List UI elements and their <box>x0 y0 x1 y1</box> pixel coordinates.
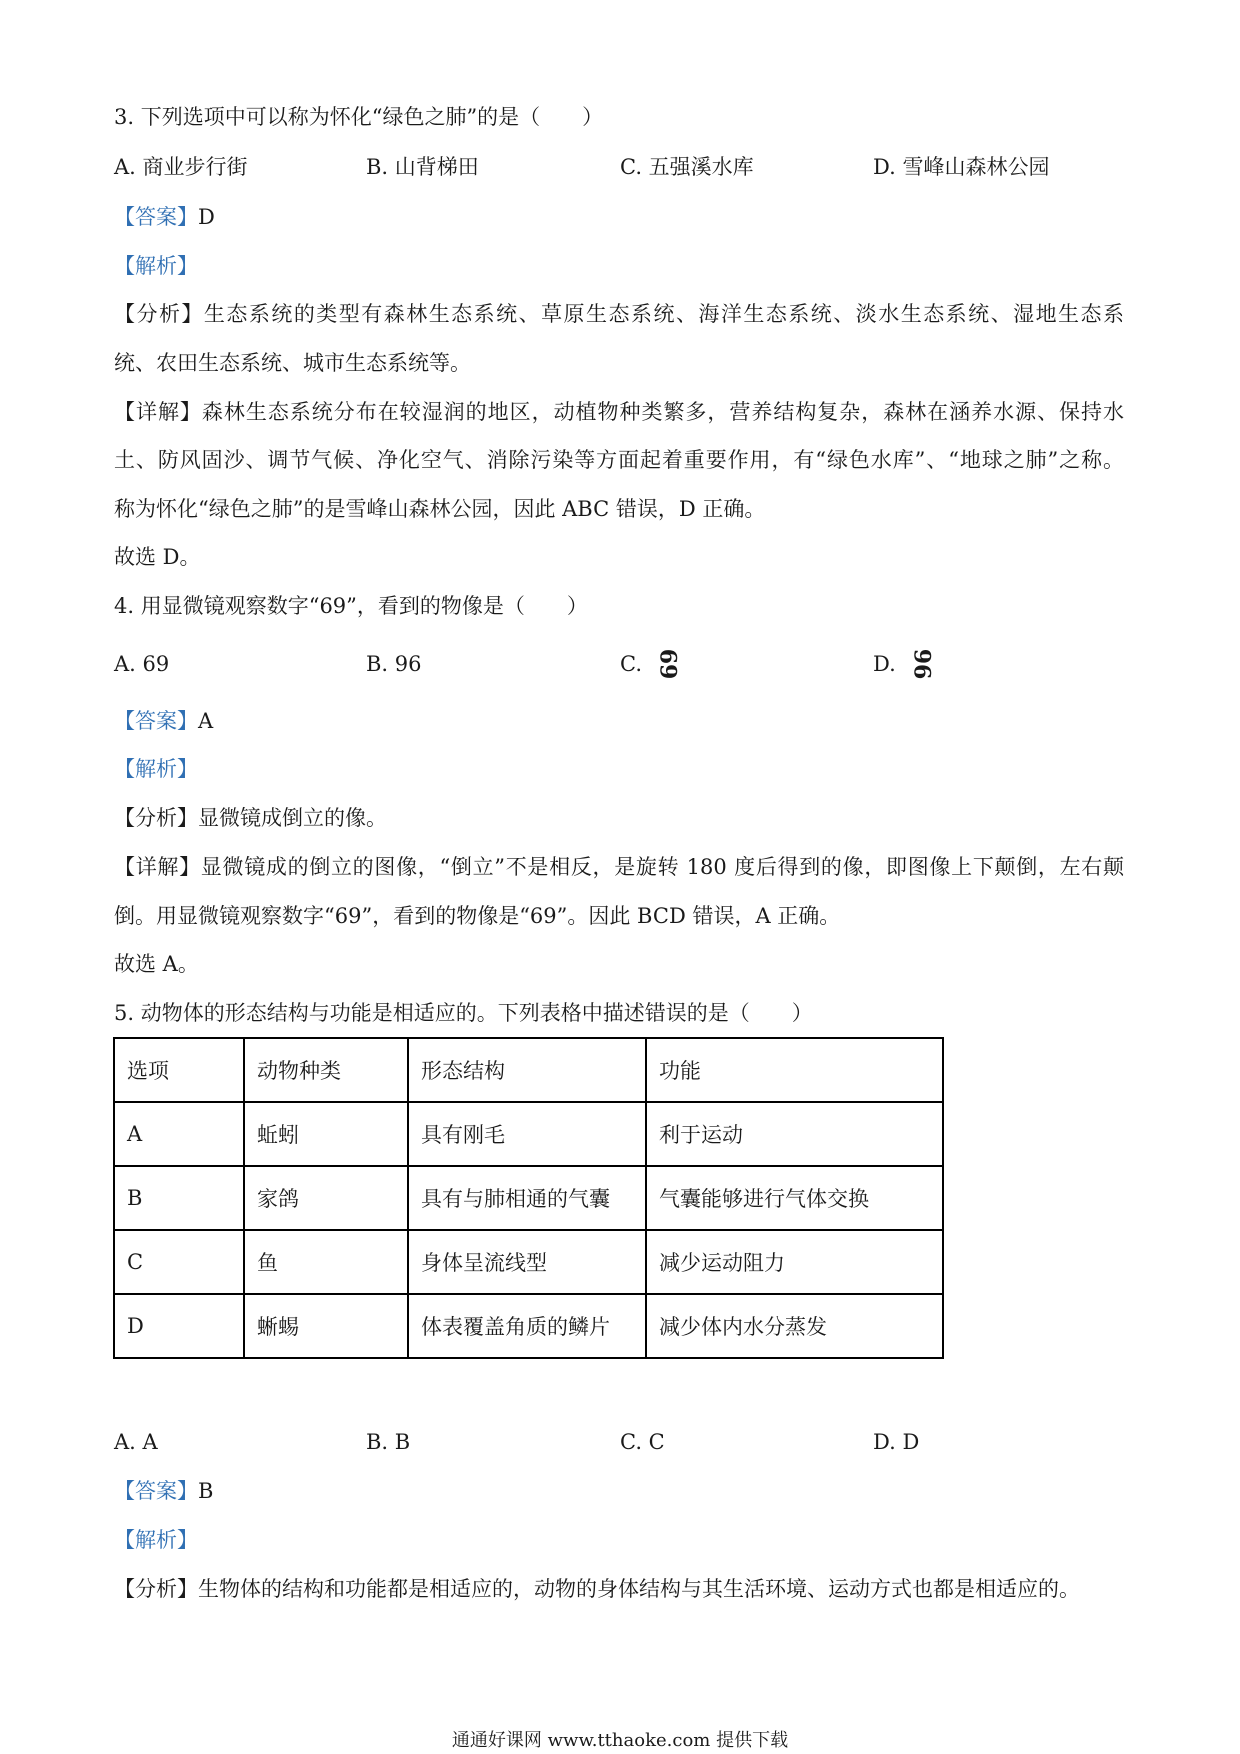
q3-fenxi-line-1 <box>114 300 1124 328</box>
analysis-tag: 【解析】 <box>114 1528 198 1552</box>
q3-xiangjie-line-3: 称为怀化“绿色之肺”的是雪峰山森林公园，因此 ABC 错误，D 正确。 <box>114 497 766 521</box>
q3-xiangjie-line-2: 土、防风固沙、调节气候、净化空气、消除污染等方面起着重要作用，有“绿色水库”、“地球之肺”之称。 <box>114 448 1124 472</box>
answer-value: A <box>198 709 214 733</box>
table-row <box>114 1294 943 1358</box>
fenxi-text: 生态系统的类型有森林生态系统、草原生态系统、海洋生态系统、淡水生态系统、湿地生态系 <box>203 302 1125 326</box>
q3-option-b: B. 山背梯田 <box>366 155 479 179</box>
q4-fenxi-line-1 <box>114 804 387 832</box>
table-row <box>114 1102 943 1166</box>
table-header-cell: 功能 <box>646 1038 943 1102</box>
page-footer: 通通好课网 www.tthaoke.com 提供下载 <box>451 1730 789 1751</box>
table-cell: 体表覆盖角质的鳞片 <box>408 1294 646 1358</box>
table-cell: D <box>114 1294 244 1358</box>
fenxi-text: 显微镜成倒立的像。 <box>198 806 387 830</box>
xiangjie-tag: 【详解】 <box>114 400 202 424</box>
q4-option-c <box>620 650 683 678</box>
q4-option-d-label: D. <box>873 652 896 676</box>
q5-option-a: A. A <box>114 1430 158 1454</box>
analysis-tag: 【解析】 <box>114 757 198 781</box>
answer-tag: 【答案】 <box>114 205 198 229</box>
q4-stem: 4. 用显微镜观察数字“69”，看到的物像是（ ） <box>114 594 588 618</box>
q4-option-a: A. 69 <box>114 652 170 676</box>
q3-option-d: D. 雪峰山森林公园 <box>873 155 1050 179</box>
table-row <box>114 1230 943 1294</box>
q5-answer <box>114 1477 213 1505</box>
xiangjie-text: 森林生态系统分布在较湿润的地区，动植物种类繁多，营养结构复杂，森林在涵养水源、保持水 <box>201 400 1125 424</box>
table-cell: 蚯蚓 <box>244 1102 408 1166</box>
table-cell: 具有刚毛 <box>408 1102 646 1166</box>
table-cell: A <box>114 1102 244 1166</box>
q3-option-c: C. 五强溪水库 <box>620 155 754 179</box>
q4-conclusion: 故选 A。 <box>114 952 199 976</box>
answer-value: D <box>198 205 215 229</box>
table-header-cell: 选项 <box>114 1038 244 1102</box>
table-row <box>114 1166 943 1230</box>
table-cell: 具有与肺相通的气囊 <box>408 1166 646 1230</box>
xiangjie-tag: 【详解】 <box>114 855 201 879</box>
table-cell: 蜥蜴 <box>244 1294 408 1358</box>
answer-tag: 【答案】 <box>114 1479 198 1503</box>
q3-stem: 3. 下列选项中可以称为怀化“绿色之肺”的是（ ） <box>114 105 604 129</box>
q4-analysis-heading <box>114 755 198 783</box>
fenxi-tag: 【分析】 <box>114 806 198 830</box>
q3-xiangjie-line-1 <box>114 398 1124 426</box>
q4-option-b: B. 96 <box>366 652 422 676</box>
q5-analysis-heading <box>114 1526 198 1554</box>
q4-option-c-label: C. <box>620 652 642 676</box>
rotated-96-glyph: 96 <box>908 648 935 680</box>
table-header-cell: 形态结构 <box>408 1038 646 1102</box>
q3-analysis-heading <box>114 252 198 280</box>
answer-value: B <box>198 1479 214 1503</box>
table-cell: 减少运动阻力 <box>646 1230 943 1294</box>
q5-stem: 5. 动物体的形态结构与功能是相适应的。下列表格中描述错误的是（ ） <box>114 1001 813 1025</box>
q4-xiangjie-line-2: 倒。用显微镜观察数字“69”，看到的物像是“69”。因此 BCD 错误，A 正确。 <box>114 904 841 928</box>
q3-option-a: A. 商业步行街 <box>114 155 248 179</box>
table-cell: 家鸽 <box>244 1166 408 1230</box>
q3-answer <box>114 203 215 231</box>
fenxi-text: 生物体的结构和功能都是相适应的，动物的身体结构与其生活环境、运动方式也都是相适应的。 <box>198 1577 1080 1601</box>
q3-fenxi-line-2: 统、农田生态系统、城市生态系统等。 <box>114 351 471 375</box>
q4-xiangjie-line-1 <box>114 853 1124 881</box>
table-cell: 利于运动 <box>646 1102 943 1166</box>
table-cell: 鱼 <box>244 1230 408 1294</box>
q4-option-d <box>873 650 936 678</box>
table-cell: 减少体内水分蒸发 <box>646 1294 943 1358</box>
rotated-69-glyph: 69 <box>654 648 681 680</box>
table-header-row <box>114 1038 943 1102</box>
q3-conclusion: 故选 D。 <box>114 545 201 569</box>
answer-tag: 【答案】 <box>114 709 198 733</box>
q4-answer <box>114 707 213 735</box>
table-cell: 气囊能够进行气体交换 <box>646 1166 943 1230</box>
q5-table <box>113 1037 944 1359</box>
fenxi-tag: 【分析】 <box>114 302 204 326</box>
q5-fenxi-line-1 <box>114 1575 1080 1603</box>
q5-option-b: B. B <box>366 1430 411 1454</box>
table-cell: B <box>114 1166 244 1230</box>
table-cell: 身体呈流线型 <box>408 1230 646 1294</box>
table-header-cell: 动物种类 <box>244 1038 408 1102</box>
analysis-tag: 【解析】 <box>114 254 198 278</box>
q5-option-d: D. D <box>873 1430 920 1454</box>
fenxi-tag: 【分析】 <box>114 1577 198 1601</box>
q5-option-c: C. C <box>620 1430 665 1454</box>
table-cell: C <box>114 1230 244 1294</box>
xiangjie-text: 显微镜成的倒立的图像，“倒立”不是相反，是旋转 180 度后得到的像，即图像上下颠倒，左右颠 <box>200 855 1125 879</box>
